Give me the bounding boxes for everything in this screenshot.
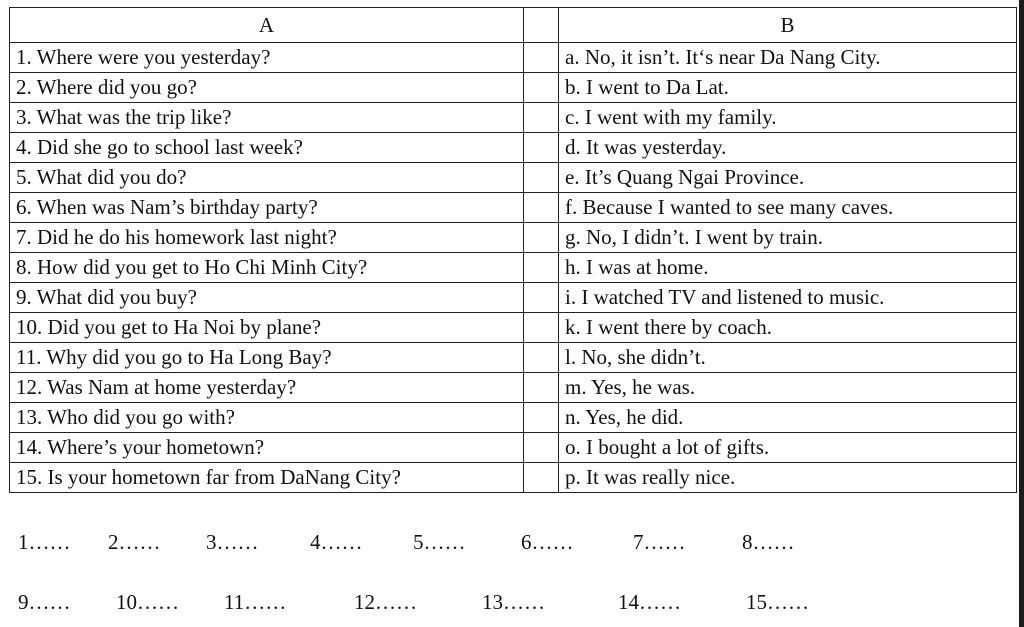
answer-option-cell: d. It was yesterday. [559,133,1017,163]
answer-blank[interactable]: 2…… [108,530,161,554]
answer-option-cell: e. It’s Quang Ngai Province. [559,163,1017,193]
answer-blank[interactable]: 6…… [521,530,574,554]
gap-cell [524,313,559,343]
answer-blank[interactable]: 8…… [742,530,795,554]
table-header-row [10,8,1017,43]
gap-cell [524,283,559,313]
answer-option-cell: g. No, I didn’t. I went by train. [559,223,1017,253]
answer-option-cell: l. No, she didn’t. [559,343,1017,373]
gap-cell [524,133,559,163]
table-row [10,343,1017,373]
answer-option-cell: c. I went with my family. [559,103,1017,133]
gap-cell [524,253,559,283]
table-row [10,43,1017,73]
answer-blank[interactable]: 9…… [18,590,71,614]
gap-cell [524,43,559,73]
question-cell: 5. What did you do? [10,163,524,193]
answer-blank[interactable]: 1…… [18,530,71,554]
matching-table [9,7,1017,493]
gap-cell [524,463,559,493]
answer-option-cell: p. It was really nice. [559,463,1017,493]
table-row [10,403,1017,433]
question-cell: 11. Why did you go to Ha Long Bay? [10,343,524,373]
gap-cell [524,163,559,193]
question-cell: 13. Who did you go with? [10,403,524,433]
table-row [10,313,1017,343]
table-row [10,373,1017,403]
answer-blank[interactable]: 15…… [746,590,809,614]
answer-option-cell: b. I went to Da Lat. [559,73,1017,103]
table-row [10,163,1017,193]
question-cell: 10. Did you get to Ha Noi by plane? [10,313,524,343]
table-row [10,283,1017,313]
screenshot-edge [1019,0,1024,627]
answer-option-cell: k. I went there by coach. [559,313,1017,343]
gap-cell [524,8,559,43]
answer-option-cell: m. Yes, he was. [559,373,1017,403]
table-row [10,223,1017,253]
question-cell: 8. How did you get to Ho Chi Minh City? [10,253,524,283]
answer-option-cell: o. I bought a lot of gifts. [559,433,1017,463]
question-cell: 2. Where did you go? [10,73,524,103]
table-row [10,133,1017,163]
answer-option-cell: f. Because I wanted to see many caves. [559,193,1017,223]
gap-cell [524,343,559,373]
question-cell: 12. Was Nam at home yesterday? [10,373,524,403]
question-cell: 1. Where were you yesterday? [10,43,524,73]
column-b-header: B [559,8,1017,43]
answer-blank[interactable]: 4…… [310,530,363,554]
answer-option-cell: i. I watched TV and listened to music. [559,283,1017,313]
question-cell: 14. Where’s your hometown? [10,433,524,463]
question-cell: 4. Did she go to school last week? [10,133,524,163]
table-row [10,73,1017,103]
question-cell: 7. Did he do his homework last night? [10,223,524,253]
gap-cell [524,223,559,253]
answer-blank[interactable]: 10…… [116,590,179,614]
answer-blank[interactable]: 7…… [633,530,686,554]
gap-cell [524,433,559,463]
gap-cell [524,103,559,133]
gap-cell [524,403,559,433]
answer-option-cell: h. I was at home. [559,253,1017,283]
question-cell: 9. What did you buy? [10,283,524,313]
column-a-header: A [10,8,524,43]
table-row [10,463,1017,493]
answer-blank[interactable]: 12…… [354,590,417,614]
table-row [10,253,1017,283]
answer-blank[interactable]: 5…… [413,530,466,554]
table-row [10,103,1017,133]
gap-cell [524,193,559,223]
answer-option-cell: a. No, it isn’t. It‘s near Da Nang City. [559,43,1017,73]
answer-option-cell: n. Yes, he did. [559,403,1017,433]
table-row [10,433,1017,463]
table-row [10,193,1017,223]
answer-blank[interactable]: 11…… [224,590,287,614]
question-cell: 15. Is your hometown far from DaNang City? [10,463,524,493]
question-cell: 6. When was Nam’s birthday party? [10,193,524,223]
question-cell: 3. What was the trip like? [10,103,524,133]
gap-cell [524,73,559,103]
answer-blank[interactable]: 3…… [206,530,259,554]
answer-blank[interactable]: 13…… [482,590,545,614]
gap-cell [524,373,559,403]
answer-blank[interactable]: 14…… [618,590,681,614]
